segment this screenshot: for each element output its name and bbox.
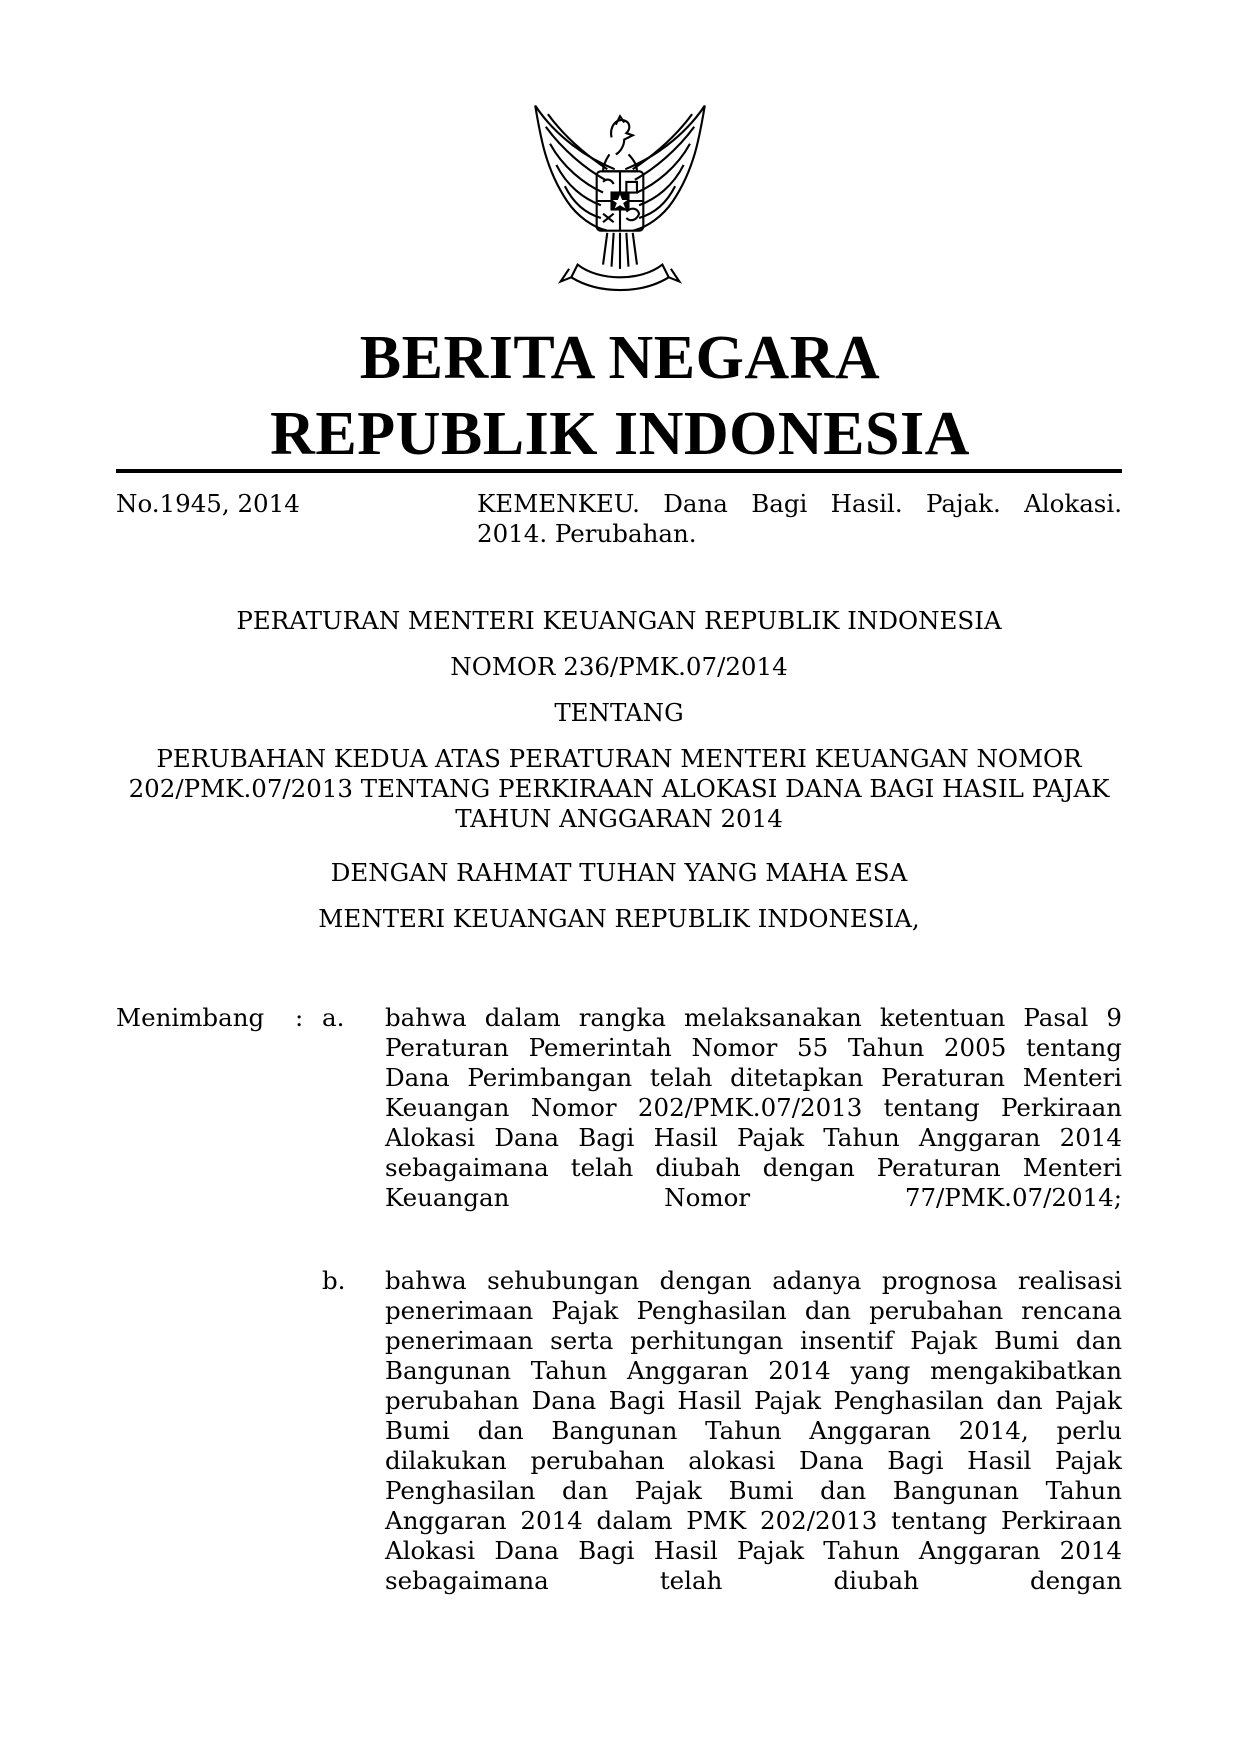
garuda-emblem-icon [514,95,726,307]
consideration-letter-a: a. [322,1003,345,1032]
regulation-heading: PERATURAN MENTERI KEUANGAN REPUBLIK INDONESIA [236,606,1002,635]
gazette-number: No.1945, 2014 [116,489,300,518]
masthead-divider [116,469,1122,473]
minister-line: MENTERI KEUANGAN REPUBLIK INDONESIA, [318,904,920,933]
consideration-letter-b: b. [322,1266,346,1295]
regulation-title: PERUBAHAN KEDUA ATAS PERATURAN MENTERI KEUANGAN NOMOR 202/PMK.07/2013 TENTANG PERKIRAAN ALOKASI DANA BAGI HASIL PAJAK TAHUN ANGGARAN 2014 [128,744,1110,833]
masthead-subtitle: REPUBLIK INDONESIA [270,400,970,468]
regulation-number: NOMOR 236/PMK.07/2014 [450,652,788,681]
gazette-subject: KEMENKEU. Dana Bagi Hasil. Pajak. Alokasi. 2014. Perubahan. [477,489,1122,548]
considerations-label: Menimbang [116,1003,265,1032]
masthead-title: BERITA NEGARA [359,324,881,392]
consideration-text-a: bahwa dalam rangka melaksanakan ketentuan Pasal 9 Peraturan Pemerintah Nomor 55 Tahun 2005 tentang Dana Perimbangan telah ditetapkan Peraturan Menteri Keuangan Nomor 202/PMK.07/2013 tentang Perkiraan Alokasi Dana Bagi Hasil Pajak Tahun Anggaran 2014 sebagaimana telah diubah dengan Peraturan Menteri Keuangan Nomor 77/PMK.07/2014; [385,1003,1122,1212]
blessing-line: DENGAN RAHMAT TUHAN YANG MAHA ESA [330,858,908,887]
consideration-text-b: bahwa sehubungan dengan adanya prognosa realisasi penerimaan Pajak Penghasilan dan perubahan rencana penerimaan serta perhitungan insentif Pajak Bumi dan Bangunan Tahun Anggaran 2014 yang mengakibatkan perubahan Dana Bagi Hasil Pajak Penghasilan dan Pajak Bumi dan Bangunan Tahun Anggaran 2014, perlu dilakukan perubahan alokasi Dana Bagi Hasil Pajak Penghasilan dan Pajak Bumi dan Bangunan Tahun Anggaran 2014 dalam PMK 202/2013 tentang Perkiraan Alokasi Dana Bagi Hasil Pajak Tahun Anggaran 2014 sebagaimana telah diubah dengan [385,1266,1122,1595]
considerations-colon: : [295,1003,304,1032]
regulation-about: TENTANG [554,698,684,727]
